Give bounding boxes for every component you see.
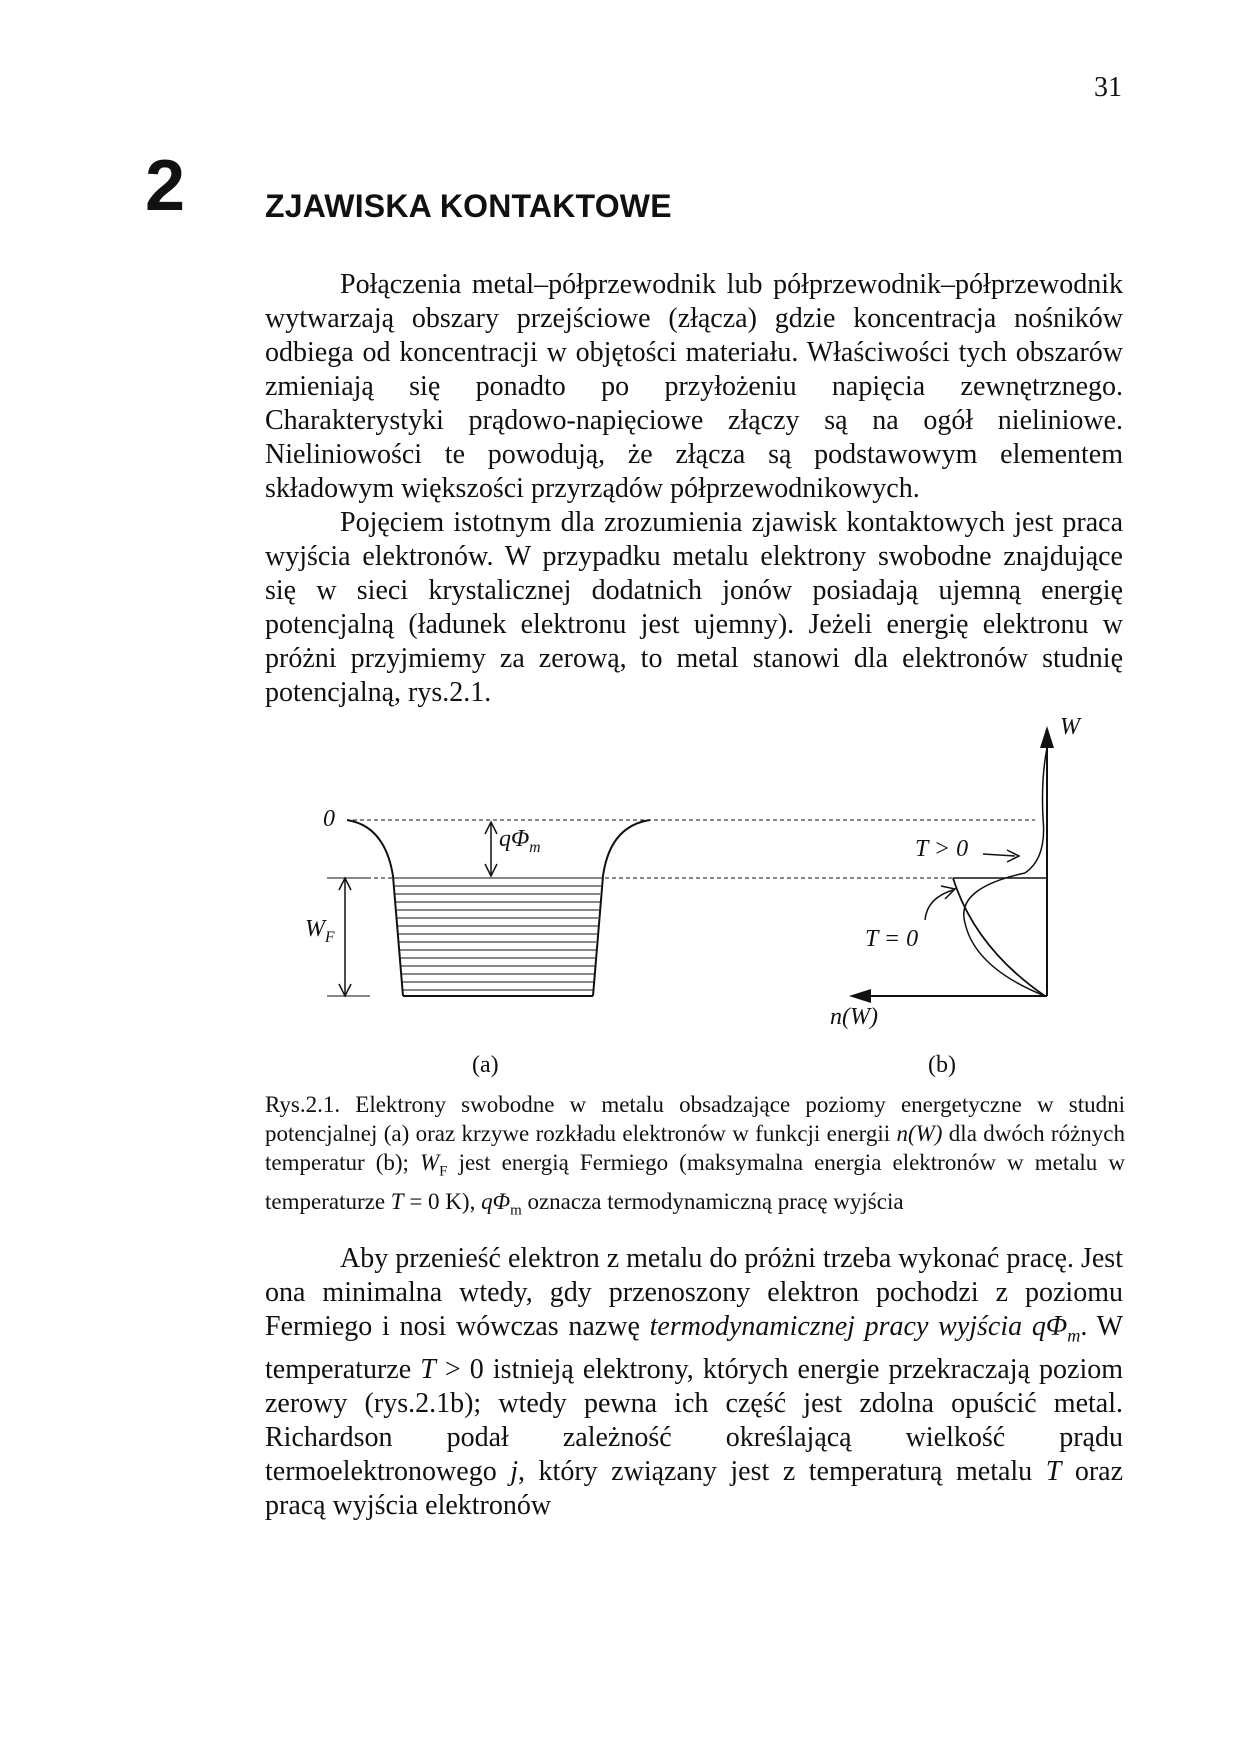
qphi-label: $q\Phi_m$ bbox=[499, 826, 541, 856]
t-eq-0-label: T = 0 bbox=[865, 926, 919, 952]
curve-t0 bbox=[953, 878, 1045, 996]
chapter-title: ZJAWISKA KONTAKTOWE bbox=[265, 188, 672, 224]
w-axis-label: W bbox=[1060, 714, 1080, 740]
figure-2-1 bbox=[265, 708, 1125, 1078]
well-left-wall bbox=[347, 820, 403, 996]
zero-label: 0 bbox=[323, 806, 335, 832]
sub-label-b: (b) bbox=[928, 1052, 956, 1078]
paragraph-1: Połączenia metal–półprzewodnik lub półprzewodnik–półprzewodnik wytwarzają obszary przejściowe (złącza) gdzie koncentracja nośników odbiega od koncentracji w objętości materiału. Właściwości tych obszarów zmieniają się ponadto po przyłożeniu napięcia zewnętrznego. Charakterystyki prądowo-napięciowe złączy są na ogół nieliniowe. Nieliniowości te powodują, że złącza są podstawowym elementem składowym większości przyrządów półprzewodnikowych. bbox=[265, 269, 1123, 504]
filled-energy-levels bbox=[394, 878, 602, 990]
arrow-tgt0 bbox=[983, 854, 1015, 856]
n-axis-label: n(W) bbox=[830, 1004, 878, 1030]
intro-text bbox=[265, 268, 1123, 710]
wf-label: $W_F$ bbox=[305, 916, 335, 946]
w-axis-arrowhead bbox=[1040, 726, 1054, 748]
paragraph-3: Aby przenieść elektron z metalu do próżni trzeba wykonać pracę. Jest ona minimalna wtedy, gdy przenoszony elektron pochodzi z poziomu Fermiego i nosi wówczas nazwę termodynamicznej pracy wyjścia $q\Phi_m$. W temperaturze T > 0 istnieją elektrony, których energie przekraczają poziom zerowy (rys.2.1b); wtedy pewna ich część jest zdolna opuścić metal. Richardson podał zależność określającą wielkość prądu termoelektronowego j, który związany jest z temperaturą metalu T oraz pracą wyjścia elektronów bbox=[265, 1243, 1124, 1521]
chapter-number: 2 bbox=[145, 146, 186, 226]
main-text bbox=[265, 1242, 1123, 1523]
figure-caption: Rys.2.1. Elektrony swobodne w metalu obsadzające poziomy energetyczne w studni potencjalnej (a) oraz krzywe rozkładu elektronów w funkcji energii n(W) dla dwóch różnych temperatur (b); $W_F$ jest energią Fermiego (maksymalna energia elektronów w metalu w temperaturze T = 0 K), $q\Phi_m$ oznacza termodynamiczną pracę wyjścia bbox=[265, 1092, 1125, 1219]
energy-diagram bbox=[265, 708, 1125, 1038]
t-gt-0-label: T > 0 bbox=[915, 836, 969, 862]
n-axis-arrowhead bbox=[849, 989, 871, 1003]
page-number: 31 bbox=[1094, 72, 1122, 103]
well-right-wall bbox=[593, 820, 650, 996]
sub-label-a: (a) bbox=[472, 1052, 499, 1078]
curve-tgt0 bbox=[964, 748, 1047, 996]
paragraph-2: Pojęciem istotnym dla zrozumienia zjawisk kontaktowych jest praca wyjścia elektronów. W przypadku metalu elektrony swobodne znajdujące się w sieci krystalicznej dodatnich jonów posiadają ujemną energię potencjalną (ładunek elektronu jest ujemny). Jeżeli energię elektronu w próżni przyjmiemy za zerową, to metal stanowi dla elektronów studnię potencjalną, rys.2.1. bbox=[265, 507, 1123, 708]
